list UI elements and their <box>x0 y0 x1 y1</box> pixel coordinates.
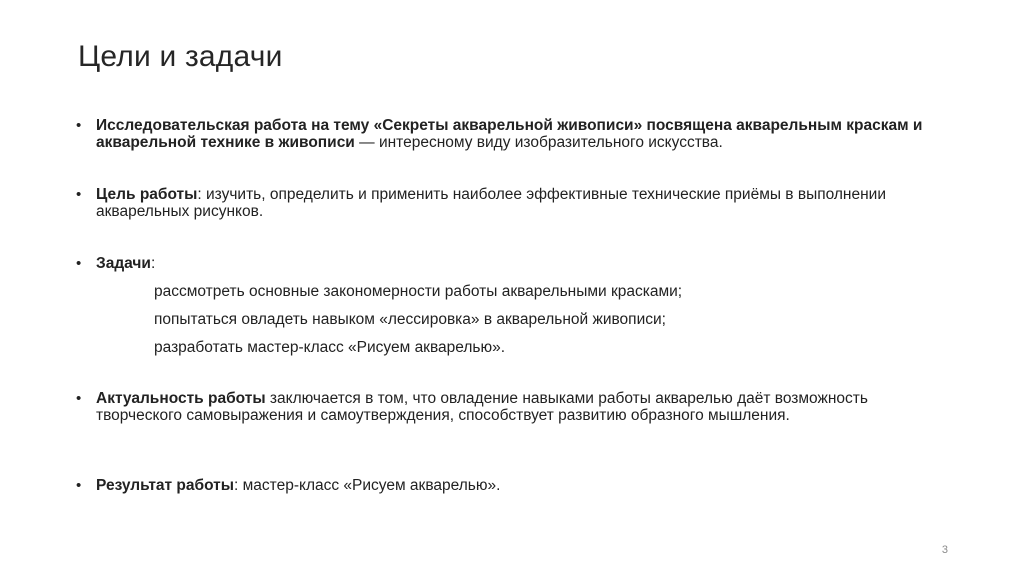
bullet-intro-text <box>96 117 926 151</box>
bullet-intro-bold: Исследовательская работа на тему «Секреты акварельной живописи» посвящена акварельным краскам и акварельной технике в живописи <box>96 117 923 151</box>
bullet-relevance-bold: Актуальность работы <box>96 390 266 407</box>
bullet-goal-text <box>96 186 926 220</box>
bullet-relevance-rest: заключается в том, что овладение навыками работы акварелью даёт возможность творческого самовыражения и самоутверждения, способствует развитию образного мышления. <box>96 390 868 424</box>
bullet-intro <box>76 117 926 151</box>
bullet-tasks-rest: : <box>150 255 156 272</box>
bullet-result <box>76 477 926 494</box>
page-number: 3 <box>941 544 948 556</box>
bullet-tasks-text <box>96 255 926 272</box>
bullet-goal <box>76 186 926 220</box>
bullet-result-rest: : мастер-класс «Рисуем акварелью». <box>234 477 501 494</box>
bullet-goal-bold: Цель работы <box>96 186 198 203</box>
task-item: попытаться овладеть навыком «лессировка» в акварельной живописи; <box>154 311 666 328</box>
bullet-tasks <box>76 255 926 272</box>
bullet-result-bold: Результат работы <box>96 477 235 494</box>
bullet-result-text <box>96 477 926 494</box>
slide-title: Цели и задачи <box>78 40 283 73</box>
bullet-dot: • <box>76 477 82 494</box>
bullet-relevance-text <box>96 390 926 424</box>
bullet-relevance <box>76 390 926 424</box>
bullet-goal-rest: : изучить, определить и применить наиболее эффективные технические приёмы в выполнении акварельных рисунков. <box>96 186 886 220</box>
bullet-tasks-bold: Задачи <box>96 255 151 272</box>
bullet-intro-rest: — интересному виду изобразительного искусства. <box>354 134 723 151</box>
bullet-dot: • <box>76 390 82 407</box>
task-item: рассмотреть основные закономерности работы акварельными красками; <box>154 283 683 300</box>
task-item: разработать мастер-класс «Рисуем акварелью». <box>154 339 506 356</box>
bullet-dot: • <box>76 117 82 134</box>
bullet-dot: • <box>76 255 82 272</box>
bullet-dot: • <box>76 186 82 203</box>
